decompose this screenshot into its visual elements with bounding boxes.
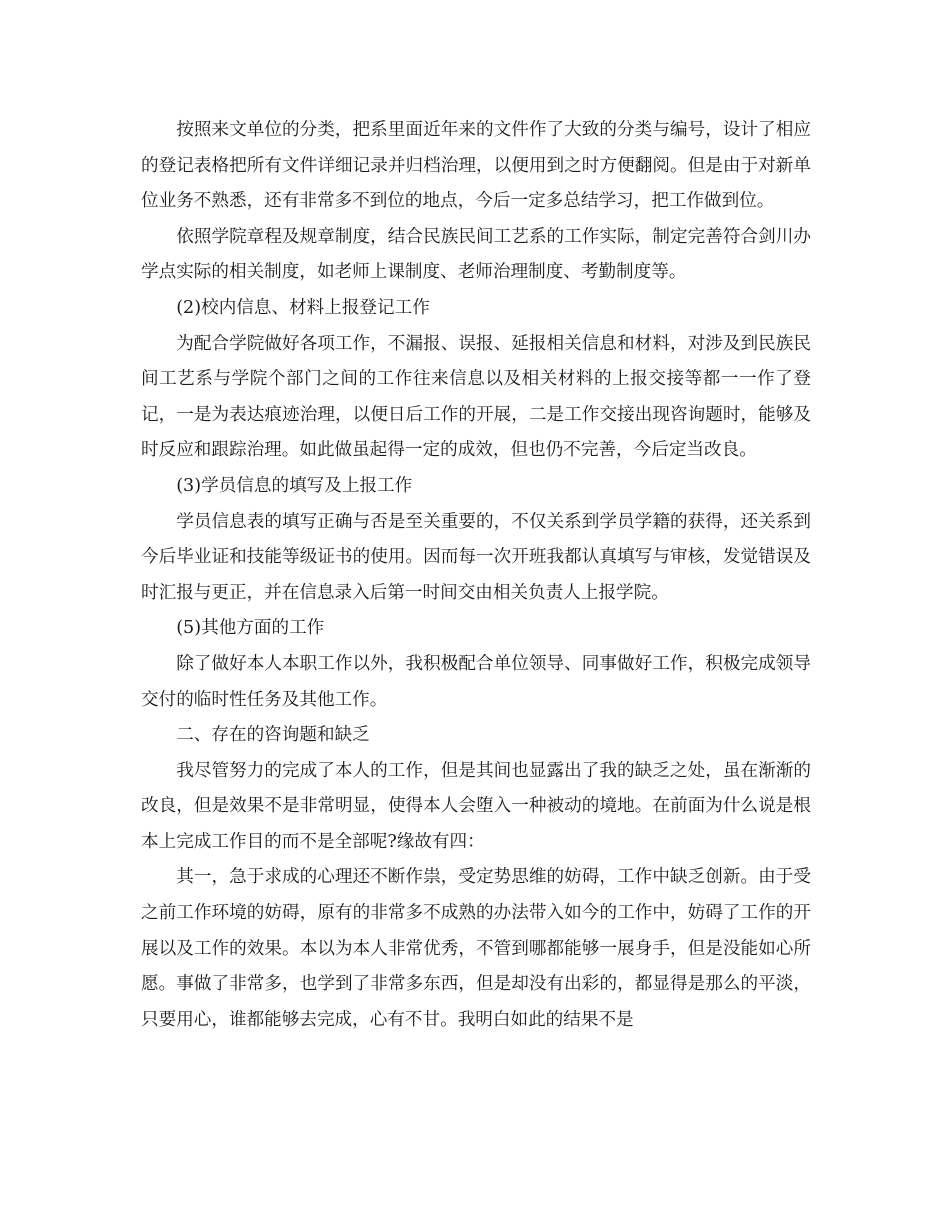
section-heading-student-info: (3)学员信息的填写及上报工作 <box>176 475 413 496</box>
paragraph-student-info: 学员信息表的填写正确与否是至关重要的，不仅关系到学员学籍的获得，还关系到今后毕业证和技能等级证书的使用。因而每一次开班我都认真填写与审核，发觉错误及时汇报与更正，并在信息录入后第一时间交由相关负责人上报学院。 <box>141 511 811 603</box>
paragraph-problems-intro: 我尽管努力的完成了本人的工作，但是其间也显露出了我的缺乏之处，虽在渐渐的改良，但是效果不是非常明显，使得本人会堕入一种被动的境地。在前面为什么说是根本上完成工作目的而不是全部呢?缘故有四： <box>141 760 811 852</box>
paragraph-regulations: 依照学院章程及规章制度，结合民族民间工艺系的工作实际，制定完善符合剑川办学点实际的相关制度，如老师上课制度、老师治理制度、考勤制度等。 <box>141 226 811 283</box>
paragraph-other-work: 除了做好本人本职工作以外，我积极配合单位领导、同事做好工作，积极完成领导交付的临时性任务及其他工作。 <box>141 653 811 710</box>
document-body <box>141 113 811 1038</box>
section-heading-problems: 二、存在的咨询题和缺乏 <box>176 725 370 746</box>
paragraph-internal-reporting: 为配合学院做好各项工作，不漏报、误报、延报相关信息和材料，对涉及到民族民间工艺系与学院个部门之间的工作往来信息以及相关材料的上报交接等都一一作了登记，一是为表达痕迹治理，以便日后工作的开展，二是工作交接出现咨询题时，能够及时反应和跟踪治理。如此做虽起得一定的成效，但也仍不完善，今后定当改良。 <box>141 333 811 461</box>
paragraph-reason-one: 其一，急于求成的心理还不断作祟，受定势思维的妨碍，工作中缺乏创新。由于受之前工作环境的妨碍，原有的非常多不成熟的办法带入如今的工作中，妨碍了工作的开展以及工作的效果。本以为本人非常优秀，不管到哪都能够一展身手，但是没能如心所愿。事做了非常多，也学到了非常多东西，但是却没有出彩的，都显得是那么的平淡，只要用心，谁都能够去完成，心有不甘。我明白如此的结果不是 <box>141 867 811 1030</box>
section-heading-other-work: (5)其他方面的工作 <box>176 618 325 639</box>
paragraph-file-archiving: 按照来文单位的分类，把系里面近年来的文件作了大致的分类与编号，设计了相应的登记表格把所有文件详细记录并归档治理，以便用到之时方便翻阅。但是由于对新单位业务不熟悉，还有非常多不到位的地点，今后一定多总结学习，把工作做到位。 <box>141 120 811 212</box>
section-heading-internal-reporting: (2)校内信息、材料上报登记工作 <box>176 297 430 318</box>
